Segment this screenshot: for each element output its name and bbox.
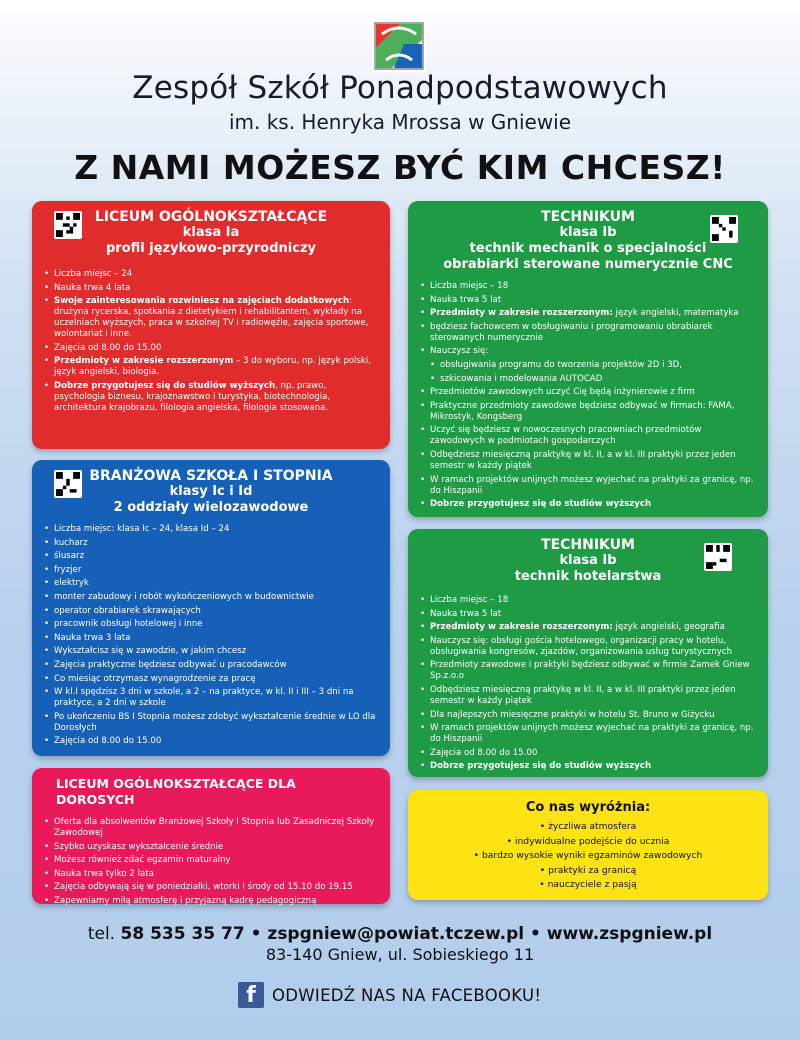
list-item	[420, 346, 756, 357]
qr-code-icon[interactable]	[710, 215, 738, 243]
dorosli-title: LICEUM OGÓLNOKSZTAŁCĄCE DLA DOROSYCH	[56, 776, 296, 807]
technikum-mechanik-heading	[420, 209, 756, 273]
list-item	[420, 387, 756, 398]
list-item	[420, 281, 756, 292]
liceum-list	[44, 269, 378, 414]
list-item-text: język angielski, geografia	[612, 622, 725, 633]
list-item	[420, 425, 756, 447]
technikum-hotel-profil: technik hotelarstwa	[514, 569, 662, 584]
list-item: • fryzjer	[44, 565, 378, 576]
qr-code-icon[interactable]	[54, 470, 82, 498]
list-item: • bardzo wysokie wyniki egzaminów zawodowych	[473, 850, 703, 861]
list-item: • Po ukończeniu BS I Stopnia możesz zdobyć wykształcenie średnie w LO dla Dorosłych	[44, 712, 378, 734]
technikum-hotel-box	[408, 529, 768, 777]
list-item-text: Nauczysz się:	[430, 346, 489, 357]
list-item	[420, 450, 756, 472]
list-item: • Zajęcia praktyczne będziesz odbywać u pracodawców	[44, 660, 378, 671]
school-name: Zespół Szkół Ponadpodstawowych	[132, 70, 668, 106]
tel-label: tel.	[87, 924, 116, 944]
liceum-title: LICEUM OGÓLNOKSZTAŁCĄCE	[94, 209, 328, 225]
list-item-text: Nauka trwa 4 lata	[54, 282, 131, 293]
list-item-bold: Dobrze przygotujesz się do studiów wyższych	[430, 761, 652, 772]
list-item: • monter zabudowy i robót wykończeniowych w budownictwie	[44, 592, 378, 603]
wyroznia-list	[420, 820, 756, 893]
dorosli-box	[32, 768, 390, 904]
list-item: • Możesz również zdać egzamin maturalny	[44, 855, 378, 866]
list-item-text: szkicowania i modelowania AUTOCAD	[440, 373, 603, 384]
list-item	[44, 283, 378, 294]
list-item: • Wykształcisz się w zawodzie, w jakim chcesz	[44, 646, 378, 657]
list-item-bold: Przedmioty w zakresie rozszerzonym:	[430, 308, 613, 319]
technikum-mechanik-klasa: klasa Ib	[559, 225, 617, 240]
list-item: • indywidualne podejście do ucznia	[506, 835, 670, 847]
separator: •	[244, 924, 268, 944]
branzowa-klasa: klasy Ic i Id	[169, 484, 253, 499]
list-item: • życzliwa atmosfera	[539, 821, 637, 832]
list-item: • Zapewniamy miłą atmosferę i przyjazną kadrę pedagogiczną	[44, 896, 378, 907]
branzowa-heading	[44, 468, 378, 516]
separator: •	[524, 924, 547, 944]
list-item: • Nauka trwa tylko 2 lata	[44, 869, 378, 880]
list-item-text: Odbędziesz miesięczną praktykę w kl. II, a w kl. III praktyki przez jeden semestr w każdy piątek	[430, 449, 736, 471]
list-item	[420, 748, 756, 759]
list-item	[420, 710, 756, 721]
facebook-link[interactable]	[238, 982, 541, 1008]
list-item-text: Nauczysz się: obsługi gościa hotelowego, organizacji pracy w hotelu, obsługiwania kongresów, zjazdów, organizowania usług turystycznych	[430, 635, 733, 657]
dorosli-heading	[44, 776, 378, 808]
list-item	[420, 295, 756, 306]
liceum-box	[32, 201, 390, 449]
list-item: • Liczba miejsc: klasa Ic – 24, klasa Id – 24	[44, 524, 378, 535]
list-item-text: Nauka trwa 5 lat	[430, 294, 502, 305]
list-item: • kucharz	[44, 538, 378, 549]
list-item-bold: Swoje zainteresowania rozwiniesz na zajęciach dodatkowych	[54, 296, 350, 307]
list-item-text: będziesz fachowcem w obsługiwaniu i programowaniu obrabiarek sterowanych numerycznie	[430, 321, 713, 343]
liceum-klasa: klasa Ia	[182, 225, 240, 240]
list-item-text: – 3 do wyboru, np. język polski, język angielski, biologia.	[54, 356, 372, 378]
list-item	[44, 296, 378, 340]
list-item-text: Zajęcia od 8.00 do 15.00	[430, 747, 538, 758]
list-item-text: : drużyna rycerska, spotkania z dietetykiem i rehabilitantem, wykłady na uczelniach wyższych, praca w szkolnej TV i radiowęźle, zajęcia sportowe, wolontariat i inne.	[54, 296, 369, 340]
list-item: • Szybko uzyskasz wykształcenie średnie	[44, 842, 378, 853]
list-item-text: Zajęcia od 8.00 do 15.00	[54, 342, 162, 353]
list-item-text: Dla najlepszych miesięczne praktyki w hotelu St. Bruno w Giżycku	[430, 709, 715, 720]
list-item	[420, 622, 756, 633]
list-item-text: Odbędziesz miesięczną praktykę w kl. II, a w kl. III praktyki przez jeden semestr w każdy piątek	[430, 684, 736, 706]
qr-code-icon[interactable]	[704, 543, 732, 571]
qr-code-icon[interactable]	[54, 211, 82, 239]
technikum-mechanik-box	[408, 201, 768, 517]
list-item-text: Liczba miejsc – 18	[430, 281, 509, 291]
list-item: • nauczyciele z pasją	[539, 879, 637, 890]
technikum-mechanik-title: TECHNIKUM	[541, 209, 635, 225]
list-item	[420, 401, 756, 423]
list-item: • operator obrabiarek skrawających	[44, 606, 378, 617]
list-item: • Co miesiąc otrzymasz wynagrodzenie za pracę	[44, 674, 378, 685]
list-item-text: Liczba miejsc – 24	[54, 269, 133, 279]
technikum-mechanik-list	[420, 281, 756, 510]
list-item-text: , np. prawo, psychologia biznesu, krajoznawstwo i turystyka, biotechnologia, architektura krajobrazu, filologia angielska, filologia stosowana.	[54, 380, 331, 413]
list-item	[420, 723, 756, 745]
list-item: • Zajęcia od 8.00 do 15.00	[44, 736, 378, 747]
list-item: • elektryk	[44, 578, 378, 589]
list-item: • W kl.I spędzisz 3 dni w szkole, a 2 – na praktyce, w kl. II i III – 3 dni na praktyce, a 2 dni w szkole	[44, 687, 378, 709]
website-link[interactable]: www.zspgniew.pl	[546, 924, 713, 944]
list-item-bold: Przedmioty w zakresie rozszerzonym:	[430, 622, 613, 633]
list-item	[420, 609, 756, 620]
liceum-profil: profil językowo-przyrodniczy	[105, 241, 316, 256]
list-item	[44, 343, 378, 354]
technikum-hotel-title: TECHNIKUM	[541, 537, 635, 553]
branzowa-list	[44, 524, 378, 747]
branzowa-title: BRANŻOWA SZKOŁA I STOPNIA	[89, 468, 333, 484]
list-item-bold: Dobrze przygotujesz się do studiów wyższych	[54, 380, 276, 391]
facebook-icon[interactable]: f	[238, 982, 264, 1008]
list-item: • ślusarz	[44, 551, 378, 562]
list-item	[44, 381, 378, 414]
list-item: • Oferta dla absolwentów Branżowej Szkoły I Stopnia lub Zasadniczej Szkoły Zawodowej	[44, 817, 378, 839]
list-item	[420, 595, 756, 606]
school-logo	[372, 20, 426, 72]
list-item-text: Liczba miejsc – 18	[430, 595, 509, 605]
slogan: Z NAMI MOŻESZ BYĆ KIM CHCESZ!	[74, 148, 726, 187]
list-item	[420, 308, 756, 319]
list-item-text: Uczyć się będziesz w nowoczesnych pracowniach przedmiotów zawodowych w podmiotach gospodarczych	[430, 425, 702, 447]
branzowa-box	[32, 460, 390, 756]
list-item	[44, 356, 378, 378]
liceum-heading	[44, 209, 378, 257]
list-item-bold: Dobrze przygotujesz się do studiów wyższych	[430, 499, 652, 510]
list-item	[420, 374, 756, 385]
list-item: • Nauka trwa 3 lata	[44, 633, 378, 644]
email-link[interactable]: zspgniew@powiat.tczew.pl	[267, 924, 525, 944]
list-item	[420, 761, 756, 772]
list-item-text: język angielski, matematyka	[612, 308, 739, 319]
technikum-mechanik-profil2: obrabiarki sterowane numerycznie CNC	[443, 257, 733, 272]
list-item	[420, 322, 756, 344]
address: 83-140 Gniew, ul. Sobieskiego 11	[265, 945, 535, 964]
list-item	[420, 636, 756, 658]
list-item-text: obsługiwania programu do tworzenia projektów 2D i 3D,	[440, 359, 683, 370]
technikum-hotel-klasa: klasa Ib	[559, 553, 617, 568]
list-item-text: W ramach projektów unijnych możesz wyjechać na praktyki za granicę, np. do Hiszpanii	[430, 723, 754, 745]
school-subtitle: im. ks. Henryka Mrossa w Gniewie	[228, 110, 572, 134]
contact-line	[0, 924, 800, 944]
list-item	[420, 475, 756, 497]
list-item	[420, 499, 756, 510]
list-item-text: Praktyczne przedmioty zawodowe będziesz odbywać w firmach: FAMA, Mikrostyk, Kongsberg	[430, 400, 735, 422]
list-item	[420, 685, 756, 707]
list-item: • praktyki za granicą	[539, 864, 637, 876]
list-item: • Zajęcia odbywają się w poniedziałki, wtorki i środy od 15.10 do 19.15	[44, 882, 378, 893]
list-item: • pracownik obsługi hotelowej i inne	[44, 619, 378, 630]
wyroznia-title: Co nas wyróżnia:	[525, 800, 651, 815]
list-item	[420, 660, 756, 682]
list-item-text: Nauka trwa 5 lat	[430, 608, 502, 619]
technikum-mechanik-profil: technik mechanik o specjalności	[469, 241, 707, 256]
branzowa-profil: 2 oddziały wielozawodowe	[113, 500, 309, 515]
list-item-bold: Przedmioty w zakresie rozszerzonym	[54, 356, 234, 367]
list-item	[420, 360, 756, 371]
list-item	[44, 269, 378, 280]
list-item-text: Przedmioty zawodowe i praktyki będziesz odbywać w firmie Zamek Gniew Sp.z.o.o	[430, 660, 750, 682]
list-item-text: Przedmiotów zawodowych uczyć Cię będą inżynierowie z firm	[430, 387, 695, 398]
wyroznia-box	[408, 790, 768, 900]
dorosli-list	[44, 817, 378, 907]
facebook-text[interactable]: ODWIEDŹ NAS NA FACEBOOKU!	[272, 985, 542, 1005]
technikum-hotel-list	[420, 595, 756, 772]
list-item-text: W ramach projektów unijnych możesz wyjechać na praktyki za granicę, np. do Hiszpanii	[430, 474, 754, 496]
phone-number[interactable]: 58 535 35 77	[120, 924, 245, 944]
